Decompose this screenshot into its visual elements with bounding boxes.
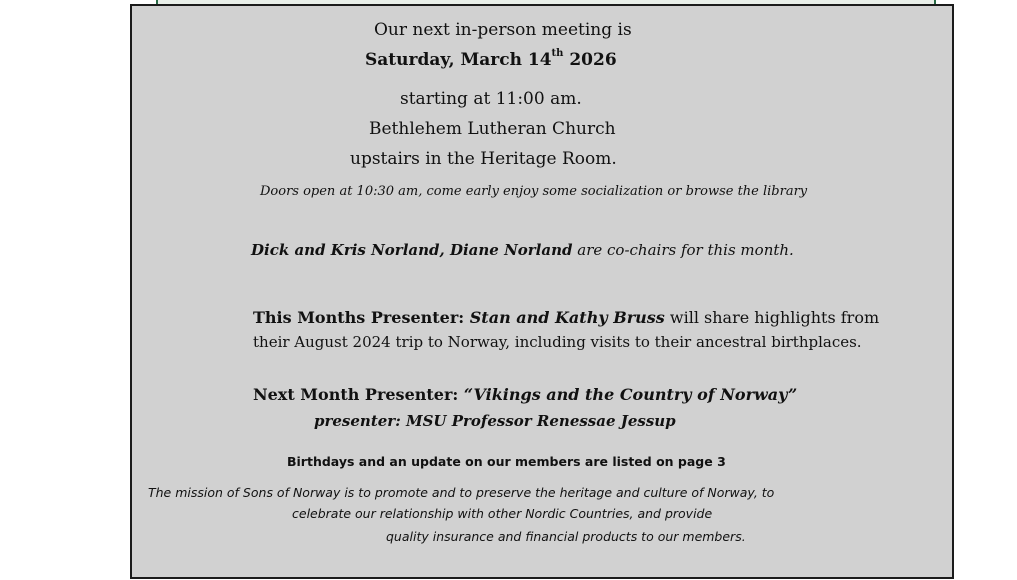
co-chairs-names: Dick and Kris Norland, Diane Norland bbox=[251, 241, 573, 259]
meeting-room: upstairs in the Heritage Room. bbox=[350, 149, 617, 169]
meeting-time: starting at 11:00 am. bbox=[400, 89, 582, 109]
mission-line-2: celebrate our relationship with other Nordic Countries, and provide bbox=[292, 506, 713, 521]
presenter-line-2: their August 2024 trip to Norway, including visits to their ancestral birthplaces. bbox=[253, 333, 862, 351]
meeting-date bbox=[365, 50, 617, 70]
doors-note: Doors open at 10:30 am, come early enjoy some socialization or browse the library bbox=[260, 184, 808, 199]
meeting-panel bbox=[130, 4, 954, 579]
next-presenter-name: presenter: MSU Professor Renessae Jessup bbox=[314, 412, 676, 430]
next-presenter-topic: “Vikings and the Country of Norway” bbox=[463, 385, 798, 404]
meeting-venue: Bethlehem Lutheran Church bbox=[369, 119, 616, 139]
birthdays-note: Birthdays and an update on our members are listed on page 3 bbox=[287, 454, 726, 469]
mission-line-1: The mission of Sons of Norway is to promote and to preserve the heritage and culture of Norway, to bbox=[148, 485, 775, 500]
meeting-date-year: 2026 bbox=[569, 50, 617, 70]
meeting-date-text: Saturday, March 14 bbox=[365, 50, 552, 70]
presenter-names: Stan and Kathy Bruss bbox=[469, 308, 665, 327]
next-presenter-label: Next Month Presenter: bbox=[253, 385, 464, 404]
meeting-intro: Our next in-person meeting is bbox=[374, 20, 632, 40]
presenter-label: This Months Presenter: bbox=[253, 308, 470, 327]
mission-line-3: quality insurance and financial products to our members. bbox=[386, 529, 746, 544]
meeting-date-ordinal: th bbox=[551, 48, 564, 60]
presenter-text: will share highlights from bbox=[664, 308, 880, 327]
co-chairs-text: are co-chairs for this month. bbox=[572, 241, 794, 259]
next-presenter-line bbox=[253, 385, 797, 404]
co-chairs bbox=[251, 241, 794, 259]
presenter-line-1 bbox=[253, 308, 879, 327]
